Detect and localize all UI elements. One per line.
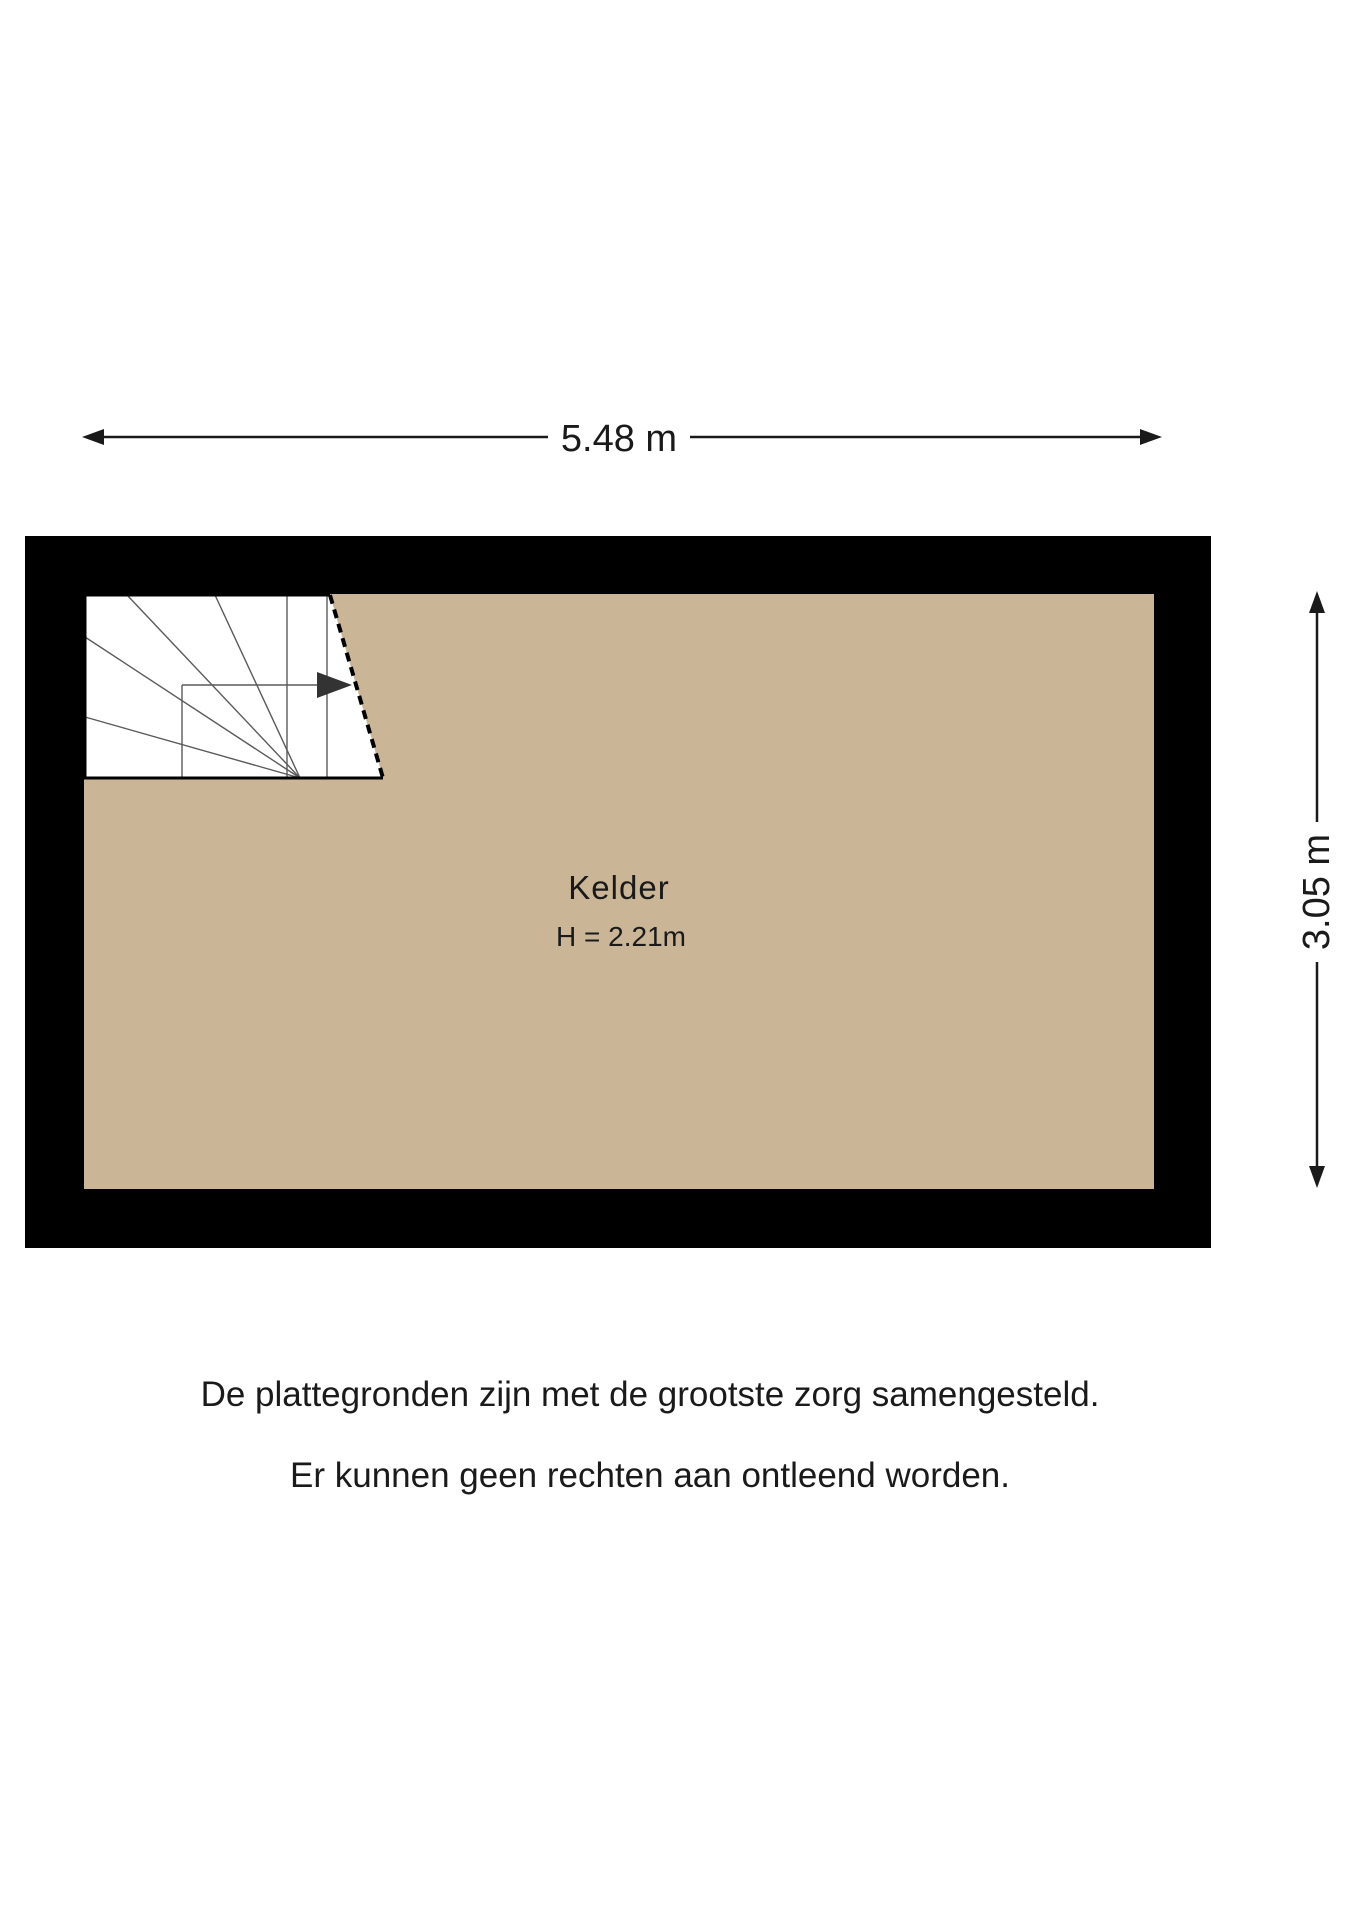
arrow-down-icon	[1309, 1166, 1325, 1188]
depth-dimension-label: 3.05 m	[1296, 833, 1338, 951]
room-name: Kelder	[568, 869, 670, 906]
arrow-up-icon	[1309, 591, 1325, 613]
room-height: H = 2.21m	[556, 921, 686, 952]
width-dimension-label: 5.48 m	[560, 418, 678, 460]
arrow-left-icon	[82, 429, 104, 445]
width-dimension	[82, 418, 1162, 460]
depth-dimension	[1296, 591, 1338, 1188]
disclaimer-line-1: De plattegronden zijn met de grootste zorg samengesteld.	[200, 1375, 1100, 1414]
arrow-right-icon	[1140, 429, 1162, 445]
disclaimer-line-2: Er kunnen geen rechten aan ontleend worden.	[290, 1456, 1010, 1495]
